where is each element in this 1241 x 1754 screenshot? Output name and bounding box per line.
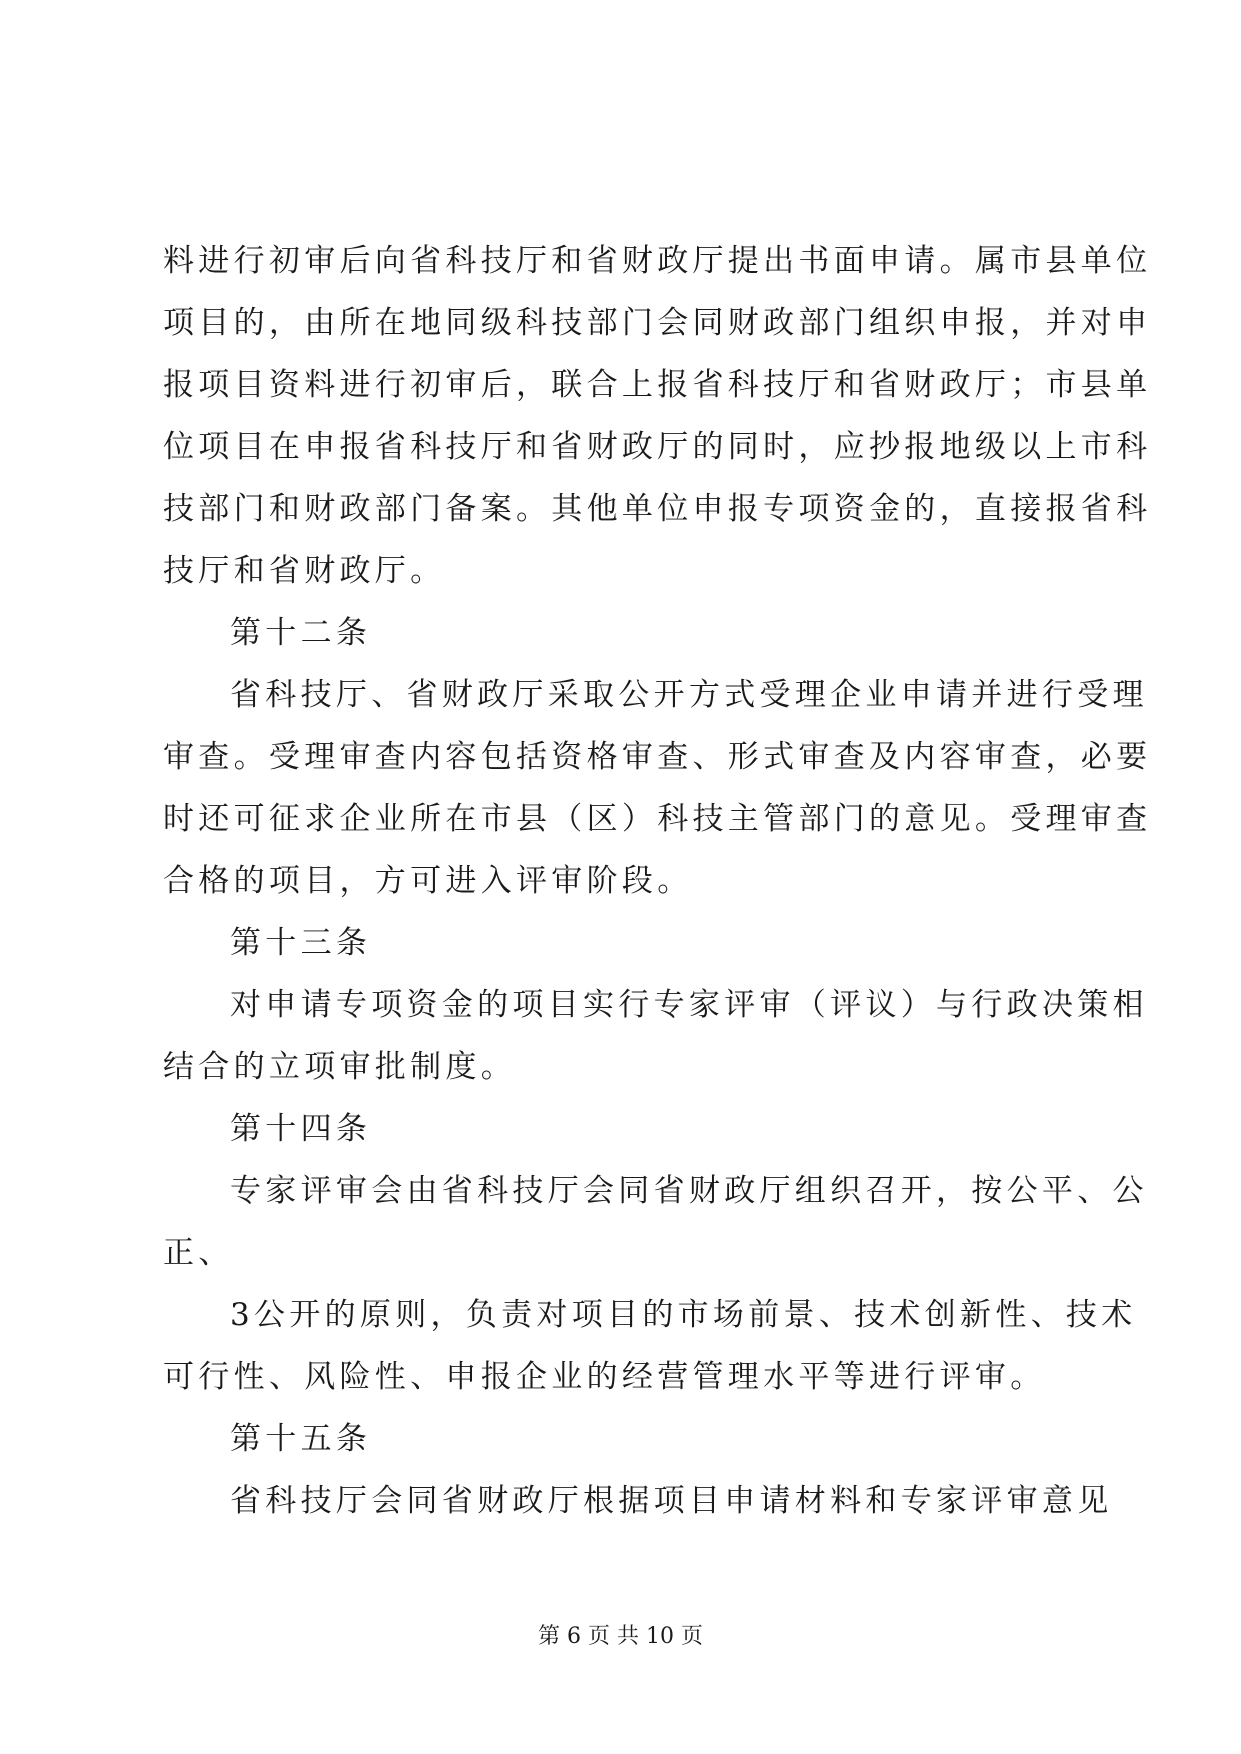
text-line: 省科技厅会同省财政厅根据项目申请材料和专家评审意见 (230, 1483, 1113, 1519)
text-line: 专家评审会由省科技厅会同省财政厅组织召开，按公平、公 (230, 1173, 1148, 1209)
text-line: 3公开的原则，负责对项目的市场前景、技术创新性、技术 (230, 1297, 1137, 1333)
text-line: 正、 (163, 1235, 234, 1271)
text-line: 位项目在申报省科技厅和省财政厅的同时，应抄报地级以上市科 (163, 429, 1152, 465)
article-heading: 第十三条 (230, 925, 372, 961)
text-line: 可行性、风险性、申报企业的经营管理水平等进行评审。 (163, 1359, 1046, 1395)
text-line: 料进行初审后向省科技厅和省财政厅提出书面申请。属市县单位 (163, 243, 1152, 279)
article-heading: 第十四条 (230, 1111, 372, 1147)
text-line: 结合的立项审批制度。 (163, 1049, 516, 1085)
text-line: 时还可征求企业所在市县（区）科技主管部门的意见。受理审查 (163, 801, 1152, 837)
text-line: 技厅和省财政厅。 (163, 553, 446, 589)
article-heading: 第十五条 (230, 1421, 372, 1457)
page-number-footer: 第 6 页 共 10 页 (538, 1624, 703, 1649)
text-line: 项目的，由所在地同级科技部门会同财政部门组织申报，并对申 (163, 305, 1152, 341)
text-line: 审查。受理审查内容包括资格审查、形式审查及内容审查，必要 (163, 739, 1152, 775)
text-line: 合格的项目，方可进入评审阶段。 (163, 863, 693, 899)
article-heading: 第十二条 (230, 615, 372, 651)
text-line: 省科技厅、省财政厅采取公开方式受理企业申请并进行受理 (230, 677, 1148, 713)
text-line: 报项目资料进行初审后，联合上报省科技厅和省财政厅；市县单 (163, 367, 1152, 403)
text-line: 技部门和财政部门备案。其他单位申报专项资金的，直接报省科 (163, 491, 1152, 527)
text-line: 对申请专项资金的项目实行专家评审（评议）与行政决策相 (230, 987, 1148, 1023)
document-body (163, 230, 1152, 1532)
